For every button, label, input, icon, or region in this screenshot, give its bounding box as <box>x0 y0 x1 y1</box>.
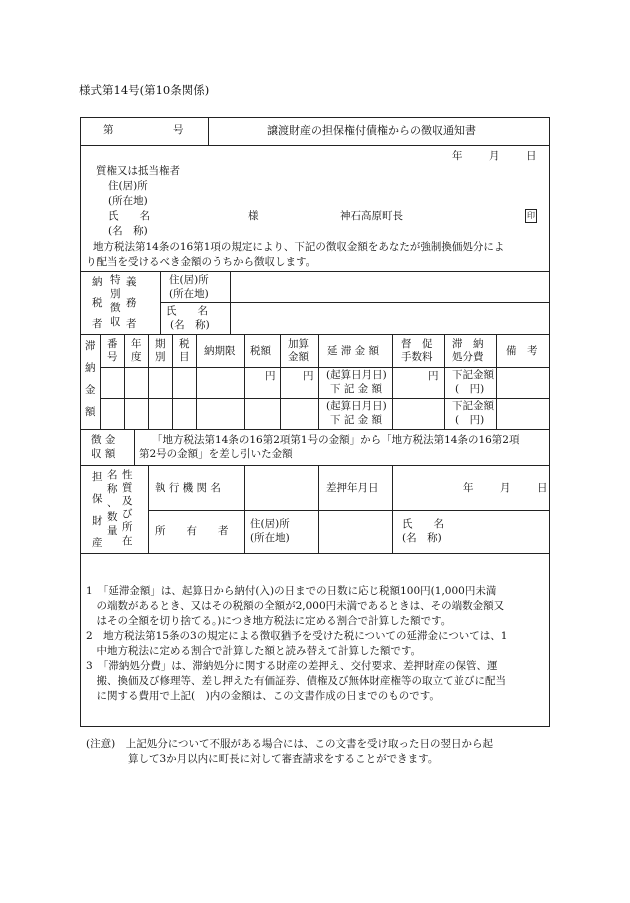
property-label-7: 、 <box>107 497 118 509</box>
note-line: の端数があるとき、又はその税額の全額が2,000円未満であるときは、その端数金額又 <box>86 600 505 612</box>
date-month: 月 <box>489 150 500 162</box>
taxpayer-label-9: 務 <box>126 297 137 309</box>
divider <box>80 145 550 146</box>
divider <box>80 465 550 466</box>
taxpayer-label-6: 徴 <box>110 302 121 314</box>
property-label-3: 財 <box>92 515 103 527</box>
divider <box>196 334 197 429</box>
note-line: はその全額を切り捨てる。)につき地方税法に定める割合で計算した額です。 <box>86 615 452 627</box>
property-label-6: 称 <box>107 483 118 495</box>
divider <box>80 271 550 272</box>
divider <box>100 367 550 368</box>
row1-disposal-line2: ( 円) <box>455 383 485 395</box>
row2-disposal-line1: 下記金額 <box>452 400 494 412</box>
header-no-2: 号 <box>107 351 118 363</box>
property-owner-location: (所在地) <box>250 532 290 544</box>
property-label-12: 及 <box>122 495 133 507</box>
taxpayer-label-4: 特 <box>110 274 121 286</box>
collection-label-bottom: 収 額 <box>91 448 116 460</box>
header-period-1: 期 <box>155 338 166 350</box>
divider <box>392 334 393 429</box>
divider <box>80 334 550 335</box>
divider <box>148 510 550 511</box>
row1-yen-surcharge: 円 <box>303 370 314 382</box>
date-year: 年 <box>452 150 463 162</box>
divider <box>230 271 231 334</box>
taxpayer-label-8: 義 <box>126 276 137 288</box>
row2-late-line1: (起算日月日) <box>326 400 387 412</box>
addressee-name: 氏 名 <box>108 210 150 222</box>
taxpayer-label-1: 納 <box>92 276 103 288</box>
divider <box>244 334 245 429</box>
date-day: 日 <box>526 150 537 162</box>
header-amount: 税額 <box>250 345 271 357</box>
taxpayer-location: (所在地) <box>169 288 209 300</box>
taxpayer-label-10: 者 <box>126 318 137 330</box>
delinquent-label-2: 納 <box>85 362 96 374</box>
row1-yen-amount: 円 <box>265 370 276 382</box>
header-deadline: 納期限 <box>204 345 236 357</box>
row1-late-line1: (起算日月日) <box>326 369 387 381</box>
note-line: 中地方税法に定める割合で計算した額と読み替えて計算した額です。 <box>86 645 422 657</box>
header-tax-1: 税 <box>179 338 190 350</box>
property-day: 日 <box>537 482 548 494</box>
property-seizure-date-label: 差押年月日 <box>326 482 379 494</box>
divider <box>124 334 125 429</box>
divider <box>80 553 550 554</box>
header-surcharge-1: 加算 <box>288 338 309 350</box>
addressee-holder: 質権又は抵当権者 <box>96 165 180 177</box>
property-label-9: 量 <box>107 525 118 537</box>
header-surcharge-2: 金額 <box>288 351 309 363</box>
intro-text-1: 地方税法第14条の16第1項の規定により、下記の徴収金額をあなたが強制換価処分によ <box>93 241 505 253</box>
property-label-14: 所 <box>122 521 133 533</box>
header-tax-2: 目 <box>179 351 190 363</box>
taxpayer-label-5: 別 <box>110 288 121 300</box>
property-label-4: 産 <box>92 537 103 549</box>
addressee-location: (所在地) <box>108 195 148 207</box>
divider <box>100 398 550 399</box>
collection-label-top: 徴 金 <box>91 434 116 446</box>
note-line: 1 「延滞金額」は、起算日から納付(入)の日までの日数に応じ税額100円(1,000円未満 <box>86 585 497 597</box>
divider <box>134 429 135 465</box>
note-line: 2 地方税法第15条の3の規定による徴収猶予を受けた税についての延滞金については、1 <box>86 630 508 642</box>
divider <box>160 271 161 334</box>
property-label-2: 保 <box>92 493 103 505</box>
property-agency-label: 執 行 機 関 名 <box>155 482 221 494</box>
divider <box>280 334 281 429</box>
property-label-11: 質 <box>122 482 133 494</box>
header-go: 号 <box>173 124 184 136</box>
property-month: 月 <box>500 482 511 494</box>
property-year: 年 <box>463 482 474 494</box>
note-line: 3 「滞納処分費」は、滞納処分に関する財産の差押え、交付要求、差押財産の保管、運 <box>86 660 498 672</box>
seal-mark: 印 <box>525 209 537 223</box>
header-demand-fee-2: 手数料 <box>401 351 433 363</box>
divider <box>392 465 393 553</box>
document-title: 譲渡財産の担保権付債権からの徴収通知書 <box>267 124 476 137</box>
row1-late-line2: 下 記 金 額 <box>330 383 383 395</box>
header-year-2: 度 <box>131 351 142 363</box>
delinquent-label-3: 金 <box>85 384 96 396</box>
header-year-1: 年 <box>131 338 142 350</box>
collection-text-2: 第2号の金額」を差し引いた金額 <box>139 448 293 460</box>
property-owner-label: 所 有 者 <box>155 525 229 537</box>
taxpayer-name: 氏 名 <box>166 305 208 317</box>
header-period-2: 別 <box>155 351 166 363</box>
row2-late-line2: 下 記 金 額 <box>330 414 383 426</box>
header-disposal-fee-2: 処分費 <box>452 351 484 363</box>
divider <box>244 465 245 553</box>
divider <box>160 302 550 303</box>
header-late-fee: 延 滞 金 額 <box>327 345 380 357</box>
divider <box>100 334 101 429</box>
header-no-1: 番 <box>107 338 118 350</box>
taxpayer-label-7: 収 <box>110 316 121 328</box>
header-disposal-fee-1: 滞 納 <box>452 338 484 350</box>
taxpayer-label-3: 者 <box>92 318 103 330</box>
property-owner-name: 氏 名 <box>402 518 444 530</box>
divider <box>318 334 319 429</box>
property-owner-title-name: (名 称) <box>402 532 442 544</box>
property-label-8: 数 <box>107 511 118 523</box>
divider <box>80 429 550 430</box>
property-label-13: び <box>122 508 133 520</box>
caution-line-2: 算して3か月以内に町長に対して審査請求をすることができます。 <box>86 753 439 765</box>
property-label-10: 性 <box>122 469 133 481</box>
addressee-sama: 様 <box>248 210 259 222</box>
taxpayer-title-name: (名 称) <box>170 319 210 331</box>
property-label-5: 名 <box>107 469 118 481</box>
divider <box>496 334 497 429</box>
property-label-1: 担 <box>92 471 103 483</box>
addressee-title-name: (名 称) <box>108 225 148 237</box>
row1-yen-demand: 円 <box>428 370 439 382</box>
divider <box>318 465 319 553</box>
divider <box>444 334 445 429</box>
note-line: 搬、換価及び修理等、差し押えた有価証券、債権及び無体財産権等の取立て並びに配当 <box>86 675 506 687</box>
property-owner-address: 住(居)所 <box>250 518 290 530</box>
taxpayer-label-2: 税 <box>92 297 103 309</box>
collection-text-1: 「地方税法第14条の16第2項第1号の金額」から「地方税法第14条の16第2項 <box>152 434 520 446</box>
row2-disposal-line2: ( 円) <box>455 414 485 426</box>
delinquent-label-1: 滞 <box>85 340 96 352</box>
addressee-address: 住(居)所 <box>108 180 148 192</box>
header-remarks: 備 考 <box>506 345 538 357</box>
divider <box>148 465 149 553</box>
divider <box>148 334 149 429</box>
issuer-name: 神石高原町長 <box>340 210 403 222</box>
taxpayer-address: 住(居)所 <box>169 274 209 286</box>
property-label-15: 在 <box>122 535 133 547</box>
form-number: 様式第14号(第10条関係) <box>79 83 210 97</box>
note-line: に関する費用で上記( )内の金額は、この文書作成の日までのものです。 <box>86 690 440 702</box>
caution-line-1: (注意) 上記処分について不服がある場合には、この文書を受け取った日の翌日から起 <box>86 738 493 750</box>
row1-disposal-line1: 下記金額 <box>452 369 494 381</box>
header-dai: 第 <box>103 124 114 136</box>
divider <box>208 117 209 145</box>
header-demand-fee-1: 督 促 <box>401 338 433 350</box>
delinquent-label-4: 額 <box>85 406 96 418</box>
intro-text-2: り配当を受けるべき金額のうちから徴収します。 <box>86 256 317 268</box>
divider <box>172 334 173 429</box>
